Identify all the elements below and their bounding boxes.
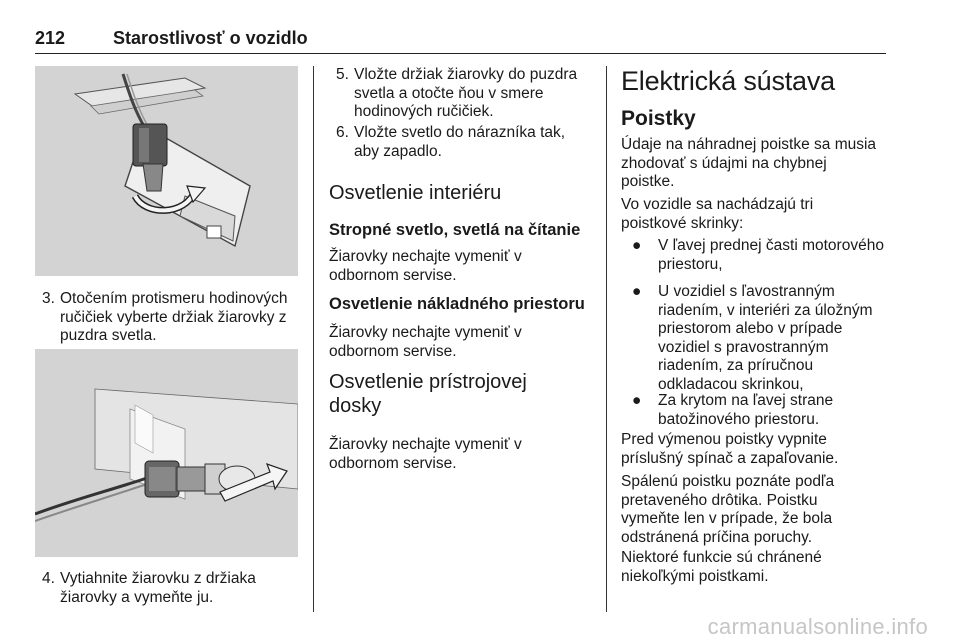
step-5 bbox=[329, 66, 591, 122]
list-item-fusebox-1 bbox=[621, 237, 889, 274]
fuses-paragraph-5 bbox=[621, 549, 822, 586]
text-line: Žiarovky nechajte vymeniť v bbox=[329, 436, 522, 453]
heading-fuses: Poistky bbox=[621, 107, 696, 130]
step-line: Vložte držiak žiarovky do puzdra bbox=[354, 66, 578, 83]
text-line: Za krytom na ľavej strane bbox=[658, 392, 834, 409]
text-line: Spálenú poistku poznáte podľa bbox=[621, 473, 835, 490]
text-line: priestorom alebo v prípade bbox=[658, 320, 843, 337]
text-line: odkladacou skrinkou, bbox=[658, 375, 804, 393]
step-number: 3. bbox=[42, 290, 55, 307]
text-line: vymeňte len v prípade, že bola bbox=[621, 510, 833, 527]
step-line: žiarovky a vymeňte ju. bbox=[60, 588, 214, 606]
heading-electrical-system: Elektrická sústava bbox=[621, 66, 835, 96]
fuses-paragraph-3 bbox=[621, 431, 838, 468]
text-line: Pred výmenou poistky vypnite bbox=[621, 431, 827, 448]
step-number: 5. bbox=[336, 66, 349, 83]
heading-dashboard-lighting bbox=[329, 370, 527, 418]
step-3 bbox=[35, 290, 299, 346]
list-item-fusebox-3 bbox=[621, 392, 889, 429]
text-line: priestoru, bbox=[658, 255, 723, 273]
step-6 bbox=[329, 124, 591, 161]
step-line: Otočením protismeru hodinových bbox=[60, 290, 288, 307]
illustration-bulb-pull-out bbox=[35, 349, 298, 557]
text-line: pretaveného drôtika. Poistku bbox=[621, 491, 818, 509]
heading-line: dosky bbox=[329, 395, 382, 417]
text-line: Niektoré funkcie sú chránené bbox=[621, 549, 822, 566]
heading-cargo-light: Osvetlenie nákladného priestoru bbox=[329, 295, 585, 313]
column-divider-2 bbox=[606, 66, 607, 612]
heading-ceiling-light: Stropné svetlo, svetlá na čítanie bbox=[329, 221, 581, 239]
text-line: vozidiel s pravostranným bbox=[658, 338, 829, 356]
text-line: Údaje na náhradnej poistke sa musia bbox=[621, 136, 877, 153]
text-line: Žiarovky nechajte vymeniť v bbox=[329, 324, 522, 341]
page-title: Starostlivosť o vozidlo bbox=[113, 28, 308, 48]
text-line: Žiarovky nechajte vymeniť v bbox=[329, 248, 522, 265]
text-line: príslušný spínač a zapaľovanie. bbox=[621, 449, 839, 467]
step-line: Vložte svetlo do nárazníka tak, bbox=[354, 124, 566, 141]
text-line: batožinového priestoru. bbox=[658, 410, 820, 428]
lamp-housing-drawing bbox=[35, 66, 298, 276]
text-line: V ľavej prednej časti motorového bbox=[658, 237, 884, 254]
bulb-holder-drawing bbox=[35, 349, 298, 557]
fuses-paragraph-2 bbox=[621, 196, 813, 233]
text-line: riadením, za príručnou bbox=[658, 357, 814, 374]
step-line: hodinových ručičiek. bbox=[354, 103, 494, 120]
bullet-icon: ● bbox=[632, 392, 642, 409]
column-divider-1 bbox=[313, 66, 314, 612]
list-item-fusebox-2 bbox=[621, 283, 889, 394]
heading-line: Osvetlenie prístrojovej bbox=[329, 371, 527, 393]
step-line: ručičiek vyberte držiak žiarovky z bbox=[60, 308, 287, 326]
text-line: odbornom servise. bbox=[329, 266, 457, 284]
ceiling-light-text bbox=[329, 248, 522, 285]
fuses-paragraph-4 bbox=[621, 473, 834, 547]
text-line: odstránená príčina poruchy. bbox=[621, 528, 812, 546]
dashboard-lighting-text bbox=[329, 436, 522, 473]
watermark: carmanualsonline.info bbox=[707, 614, 928, 639]
text-line: riadením, v interiéri za úložným bbox=[658, 301, 873, 319]
page-number: 212 bbox=[35, 28, 66, 48]
text-line: Vo vozidle sa nachádzajú tri bbox=[621, 196, 814, 213]
page-header bbox=[35, 28, 886, 54]
step-4 bbox=[35, 570, 299, 607]
text-line: U vozidiel s ľavostranným bbox=[658, 283, 835, 300]
text-line: odbornom servise. bbox=[329, 454, 457, 472]
text-line: poistkové skrinky: bbox=[621, 214, 744, 232]
step-line: aby zapadlo. bbox=[354, 142, 442, 160]
bullet-icon: ● bbox=[632, 237, 642, 254]
text-line: odbornom servise. bbox=[329, 342, 457, 360]
text-line: zhodovať s údajmi na chybnej bbox=[621, 154, 827, 172]
bullet-icon: ● bbox=[632, 283, 642, 300]
text-line: niekoľkými poistkami. bbox=[621, 567, 769, 585]
text-line: poistke. bbox=[621, 173, 675, 190]
step-number: 4. bbox=[42, 570, 55, 587]
step-number: 6. bbox=[336, 124, 349, 141]
heading-interior-lighting: Osvetlenie interiéru bbox=[329, 182, 502, 204]
illustration-bulb-holder-removal bbox=[35, 66, 298, 276]
cargo-light-text bbox=[329, 324, 522, 361]
step-line: Vytiahnite žiarovku z držiaka bbox=[60, 570, 256, 587]
step-line: puzdra svetla. bbox=[60, 327, 157, 344]
step-line: svetla a otočte ňou v smere bbox=[354, 84, 544, 102]
fuses-paragraph-1 bbox=[621, 136, 876, 192]
